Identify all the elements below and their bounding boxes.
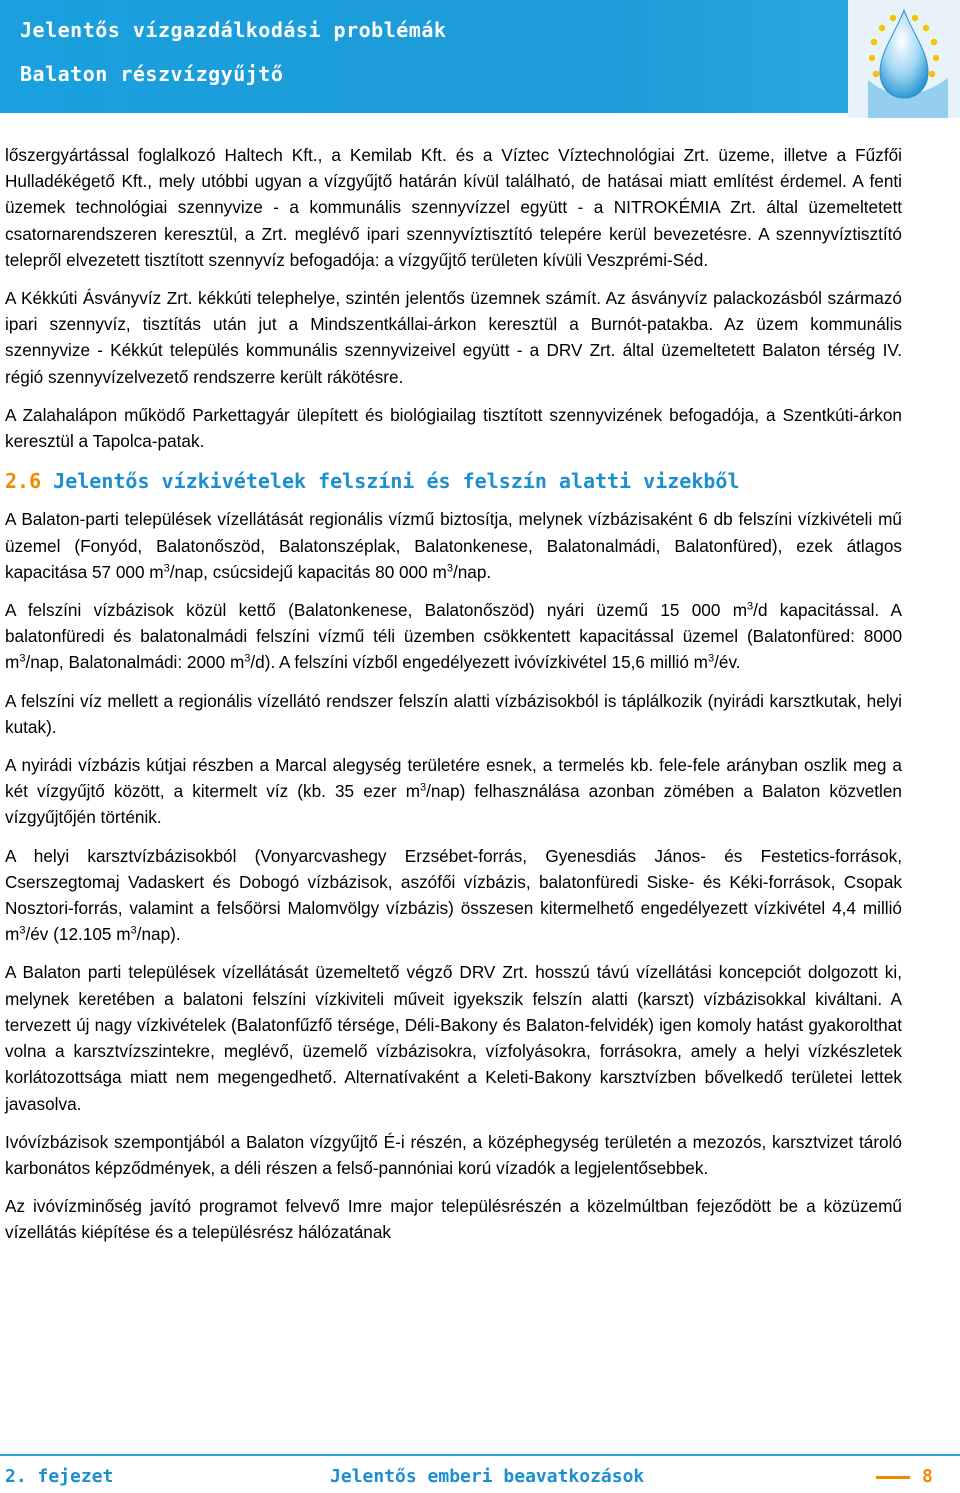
text: A helyi karsztvízbázisokból (Vonyarcvashegy Erzsébet-forrás, Gyenesdiás János- és Festetics-források, Cserszegtomaj Vadaskert és Dobogó vízbázisok, aszófői vízbázis, balatonfüredi Siske- és Kéki-források, Csopak Nosztori-forrás, valamint a felsőörsi Malomvölgy vízbázis) összesen kitermelhető engedélyezett vízkivétel 4,4 millió m: [5, 845, 902, 945]
superscript: 3: [707, 652, 715, 665]
paragraph: A Balaton parti települések vízellátását üzemeltető végző DRV Zrt. hosszú távú vízellátási koncepciót dolgozott ki, melynek keretében a balatoni felszíni vízkiviteli műveit igyekszik felszín alatti (karszt) vízbázisokkal kiváltani. A tervezett új nagy vízkivételek (Balatonfűzfő térsége, Déli-Bakony és Balaton-felvidék) igen komoly hatást gyakorolthat volna a karsztvízszintekre, meglévő, üzemelő vízbázisokra, vízfolyásokra, forrásokra, amely a helyi vízkészletek korlátozottsága miatt nem megengedhető. Alternatívaként a Keleti-Bakony karsztvízben bővelkedő területei lettek javasolva.: [5, 962, 902, 1114]
paragraph: A Kékkúti Ásványvíz Zrt. kékkúti telephelye, szintén jelentős üzemnek számít. Az ásványvíz palackozásból származó ipari szennyvíz, tisztítás után jut a Mindszentkállai-árkon keresztül a Burnót-patakba. Az üzem kommunális szennyvize - Kékkút település kommunális szennyvizeivel együtt - a DRV Zrt. által üzemeltetett Balaton térség IV. régió szennyvízelvezető rendszerre került rákötésre.: [5, 288, 902, 387]
superscript: 3: [446, 562, 453, 575]
page-footer: [0, 1466, 960, 1490]
page-number: 8: [922, 1466, 933, 1487]
section-heading: [5, 468, 902, 494]
document-body: [5, 142, 902, 1258]
text: /nap).: [136, 924, 181, 945]
paragraph: [5, 597, 902, 676]
text: A nyirádi vízbázis kútjai részben a Marcal alegység területére esnek, a termelés kb. fele-fele arányban oszlik meg a két vízgyűjtő között, a kitermelt víz (kb. 35 ezer m: [5, 755, 902, 802]
text: /d). A felszíni vízből engedélyezett ivóvízkivétel 15,6 millió m: [250, 652, 708, 673]
superscript: 3: [420, 781, 427, 794]
eu-water-drop-logo-icon: [848, 0, 960, 118]
superscript: 3: [19, 924, 26, 937]
paragraph: [5, 506, 902, 585]
superscript: 3: [163, 562, 170, 575]
paragraph: A Zalahalápon működő Parkettagyár ülepített és biológiailag tisztított szennyvizének befogadója, a Szentkúti-árkon keresztül a Tapolca-patak.: [5, 404, 902, 452]
text: /nap.: [452, 561, 492, 582]
superscript: 3: [747, 600, 754, 613]
paragraph: [5, 752, 902, 831]
header-title: Jelentős vízgazdálkodási problémák: [20, 18, 447, 42]
text: /nap, Balatonalmádi: 2000 m: [25, 652, 245, 673]
superscript: 3: [130, 924, 137, 937]
text: A Balaton-parti települések vízellátását regionális vízmű biztosítja, melynek vízbázisaként 6 db felszíni vízkivételi mű üzemel (Fonyód, Balatonőszöd, Balatonszéplak, Balatonkenese, Balatonalmádi, Balatonfüred), ezek átlagos kapacitása 57 000 m: [5, 509, 902, 582]
text: /év (12.105 m: [25, 924, 131, 945]
paragraph: A felszíni víz mellett a regionális vízellátó rendszer felszín alatti vízbázisokból is táplálkozik (nyirádi karsztkutak, helyi kutak).: [5, 690, 902, 737]
text: /d kapacitással. A balatonfüredi és balatonalmádi felszíni vízmű téli üzemben csökkentett kapacitással üzemel (Balatonfüred: 8000 m: [5, 600, 902, 673]
footer-chapter-title: Jelentős emberi beavatkozások: [330, 1466, 645, 1487]
footer-chapter: 2. fejezet: [5, 1466, 114, 1487]
text: A felszíni vízbázisok közül kettő (Balatonkenese, Balatonőszöd) nyári üzemű 15 000 m: [5, 600, 748, 621]
page-number-dash: [876, 1476, 910, 1479]
section-number: 2.6: [5, 469, 42, 494]
paragraph: lőszergyártással foglalkozó Haltech Kft., a Kemilab Kft. és a Víztec Víztechnológiai Zrt. üzeme, illetve a Fűzfői Hulladékégető Kft., mely utóbbi ugyan a vízgyűjtő határán kívül található, de hatásai miatt említést érdemel. A fenti üzemek technológiai szennyvize - a kommunális szennyvízzel együtt - a NITROKÉMIA Zrt. által üzemeltetett csatornarendszeren keresztül, a Zrt. meglévő ipari szennyvíztisztító telepére kerül bevezetésre. A szennyvíztisztító telepről elvezetett tisztított szennyvíz befogadója: a vízgyűjtő területen kívüli Veszprémi-Séd.: [5, 145, 902, 270]
superscript: 3: [19, 652, 26, 665]
section-title: Jelentős vízkivételek felszíni és felszín alatti vizekből: [53, 469, 740, 494]
page-header: [0, 0, 960, 118]
paragraph: Az ivóvízminőség javító programot felvevő Imre major településrészén a közelmúltban fejeződött be a közüzemű vízellátás kiépítése és a településrész hálózatának: [5, 1196, 902, 1243]
text: /év.: [714, 652, 741, 673]
paragraph: Ivóvízbázisok szempontjából a Balaton vízgyűjtő É-i részén, a középhegység területén a mezozós, karsztvizet tároló karbonátos képződmények, a déli részen a felső-pannóniai korú vízadók a legjelentősebbek.: [5, 1131, 902, 1178]
text: /nap) felhasználása azonban zömében a Balaton közvetlen vízgyűjtőjén történik.: [5, 781, 902, 828]
footer-rule: [0, 1454, 960, 1456]
header-band: [0, 0, 848, 113]
header-subtitle: Balaton részvízgyűjtő: [20, 62, 284, 86]
superscript: 3: [244, 652, 251, 665]
paragraph: [5, 843, 902, 948]
text: /nap, csúcsidejű kapacitás 80 000 m: [169, 561, 447, 582]
